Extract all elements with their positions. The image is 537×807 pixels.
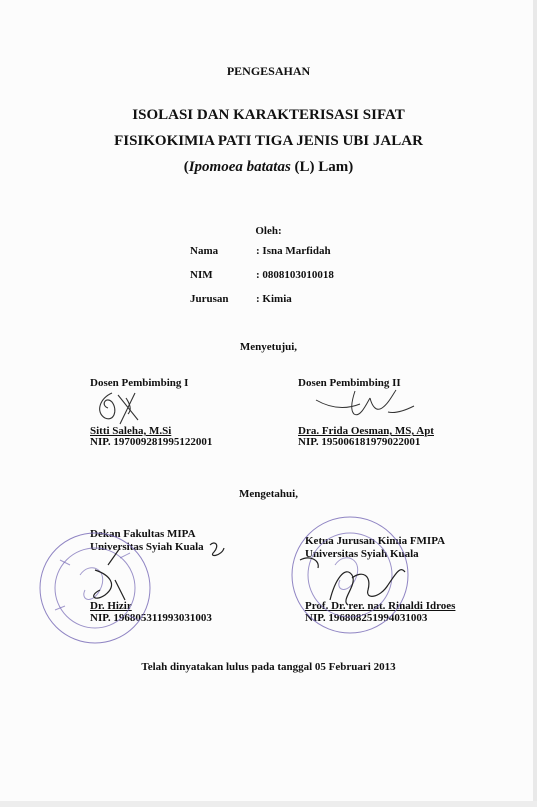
name-label: Nama: [190, 245, 219, 257]
nim-value: : 0808103010018: [256, 269, 334, 281]
supervisor2-signature: [316, 390, 414, 415]
dean-stamp: [40, 533, 150, 643]
head-nip: NIP. 196808251994031003: [305, 612, 428, 624]
supervisor1-nip: NIP. 197009281995122001: [90, 436, 213, 448]
head-name: Prof. Dr. rer. nat. Rinaldi Idroes: [305, 600, 456, 612]
menyetujui-label: Menyetujui,: [239, 341, 298, 353]
supervisor1-name: Sitti Saleha, M.Si: [90, 425, 172, 437]
title-open-paren: (: [183, 159, 189, 175]
head-role-line-1: Ketua Jurusan Kimia FMIPA: [305, 535, 446, 547]
page-header: PENGESAHAN: [226, 64, 311, 78]
name-value: : Isna Marfidah: [256, 245, 331, 257]
jurusan-label: Jurusan: [190, 293, 229, 305]
approval-date: Telah dinyatakan lulus pada tanggal 05 Februari 2013: [141, 661, 396, 673]
oleh-label: Oleh:: [255, 225, 282, 237]
nim-label: NIM: [190, 269, 213, 281]
title-line-2: FISIKOKIMIA PATI TIGA JENIS UBI JALAR: [114, 133, 423, 149]
supervisor2-nip: NIP. 195006181979022001: [298, 436, 421, 448]
supervisor1-role: Dosen Pembimbing I: [90, 377, 189, 389]
dean-role-line-2: Universitas Syiah Kuala: [90, 541, 204, 553]
dean-role-line-1: Dekan Fakultas MIPA: [90, 528, 196, 540]
title-species: Ipomoea batatas: [188, 159, 291, 175]
jurusan-value: : Kimia: [256, 293, 292, 305]
supervisor1-signature: [100, 393, 138, 424]
head-stamp: [292, 517, 408, 633]
head-signature: [300, 558, 405, 605]
dean-name: Dr. Hizir: [90, 600, 132, 612]
mengetahui-label: Mengetahui,: [239, 488, 298, 500]
title-line-1: ISOLASI DAN KARAKTERISASI SIFAT: [132, 107, 405, 123]
supervisor2-role: Dosen Pembimbing II: [298, 377, 401, 389]
dean-nip: NIP. 196805311993031003: [90, 612, 212, 624]
title-species-rest: (L) Lam): [290, 159, 354, 175]
head-role-line-2: Universitas Syiah Kuala: [305, 548, 419, 560]
dean-signature: [94, 543, 224, 600]
supervisor2-name: Dra. Frida Oesman, MS, Apt: [298, 425, 434, 437]
